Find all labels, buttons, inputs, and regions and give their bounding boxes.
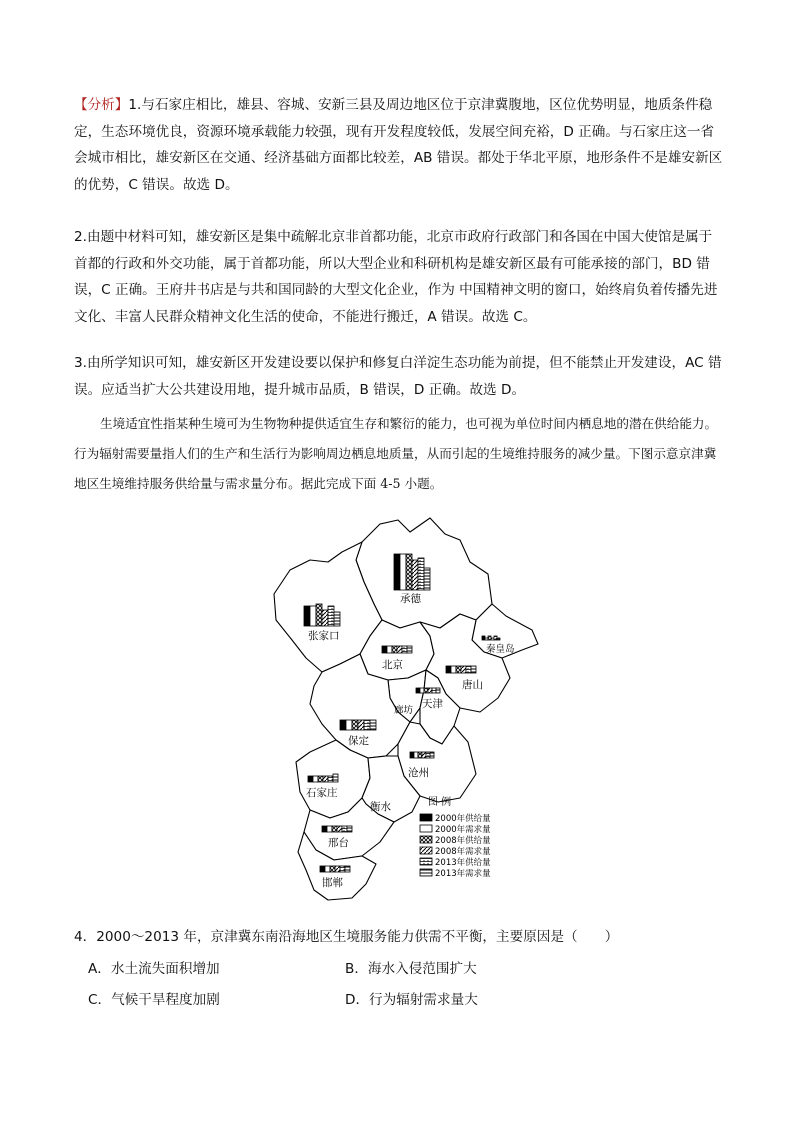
label-cangzhou: 沧州 [408,767,429,779]
analysis-paragraph-2 [74,224,724,330]
bars-beijing [382,646,412,653]
analysis-text-1: 1.与石家庄相比，雄县、容城、安新三县及周边地区位于京津冀腹地，区位优势明显，地质条件稳定，生态环境优良，资源环境承载能力较强，现有开发程度较低，发展空间充裕，D 正确。与石家庄这一省会城市相比，雄安新区在交通、经济基础方面都比较差，AB 错误。都处于华北平原，地形条件不是雄安新区的优势，C 错误。故选 D。 [74,97,723,193]
legend-item-6: 2013年需求量 [435,869,491,879]
label-tianjin: 天津 [422,698,443,710]
label-chengde: 承德 [400,593,421,605]
label-handan: 邯郸 [322,877,343,889]
label-beijing: 北京 [382,659,403,671]
legend-item-5: 2013年供给量 [435,858,491,868]
label-hengshui: 衡水 [370,801,391,813]
material-intro: 生境适宜性指某种生境可为生物物种提供适宜生存和繁衍的能力，也可视为单位时间内栖息地的潜在供给能力。行为辐射需要量指人们的生产和生活行为影响周边栖息地质量，从而引起的生境维持服务的减少量。下图示意京津冀地区生境维持服务供给量与需求量分布。据此完成下面 4-5 小题。 [74,416,718,491]
label-xingtai: 邢台 [328,837,349,849]
analysis-tag: 【分析】 [74,97,129,113]
question-4-stem: 4．2000～2013 年，京津冀东南沿海地区生境服务能力供需不平衡，主要原因是（ ） [74,929,619,945]
label-langfang: 廊坊 [394,705,414,716]
bars-xingtai [322,826,352,832]
label-tangshan: 唐山 [462,679,483,691]
analysis-paragraph-1 [74,92,724,198]
analysis-text-2: 2.由题中材料可知，雄安新区是集中疏解北京非首都功能，北京市政府行政部门和各国在中国大使馆是属于首都的行政和外交功能，属于首都功能，所以大型企业和科研机构是雄安新区最有可能承接的部门，BD 错误，C 正确。王府井书店是与共和国同龄的大型文化企业，作为 中国精神文明的窗口，始终肩负着传播先进文化、丰富人民群众精神文化生活的使命，不能进行搬迁，A 错误。故选 C。 [74,229,718,325]
analysis-paragraph-3 [74,350,724,403]
option-c[interactable]: C．气候干旱程度加剧 [88,992,220,1008]
bars-qinhuangdao [482,636,500,640]
bars-handan [320,866,350,872]
option-b[interactable]: B．海水入侵范围扩大 [345,961,477,977]
label-zhangjiakou: 张家口 [308,630,340,642]
bars-tangshan [446,666,476,673]
option-a[interactable]: A．水土流失面积增加 [88,961,220,977]
label-shijiazhuang: 石家庄 [306,787,338,799]
legend-item-2: 2000年需求量 [435,825,491,835]
bars-tianjin [416,688,440,693]
option-d[interactable]: D．行为辐射需求量大 [345,992,478,1008]
legend-item-3: 2008年供给量 [435,836,491,846]
jingjinji-map-figure [270,512,540,904]
bars-baoding [340,720,376,730]
legend-item-4: 2008年需求量 [435,847,491,857]
label-baoding: 保定 [348,735,369,747]
legend-item-1: 2000年供给量 [435,814,491,824]
label-qinhuangdao: 秦皇岛 [486,644,515,655]
map-legend [420,795,491,879]
bars-cangzhou [410,752,434,758]
analysis-text-3: 3.由所学知识可知，雄安新区开发建设要以保护和修复白洋淀生态功能为前提，但不能禁止开发建设，AC 错误。应适当扩大公共建设用地，提升城市品质，B 错误，D 正确。故选 D。 [74,355,722,398]
legend-title: 图 例 [428,797,452,808]
